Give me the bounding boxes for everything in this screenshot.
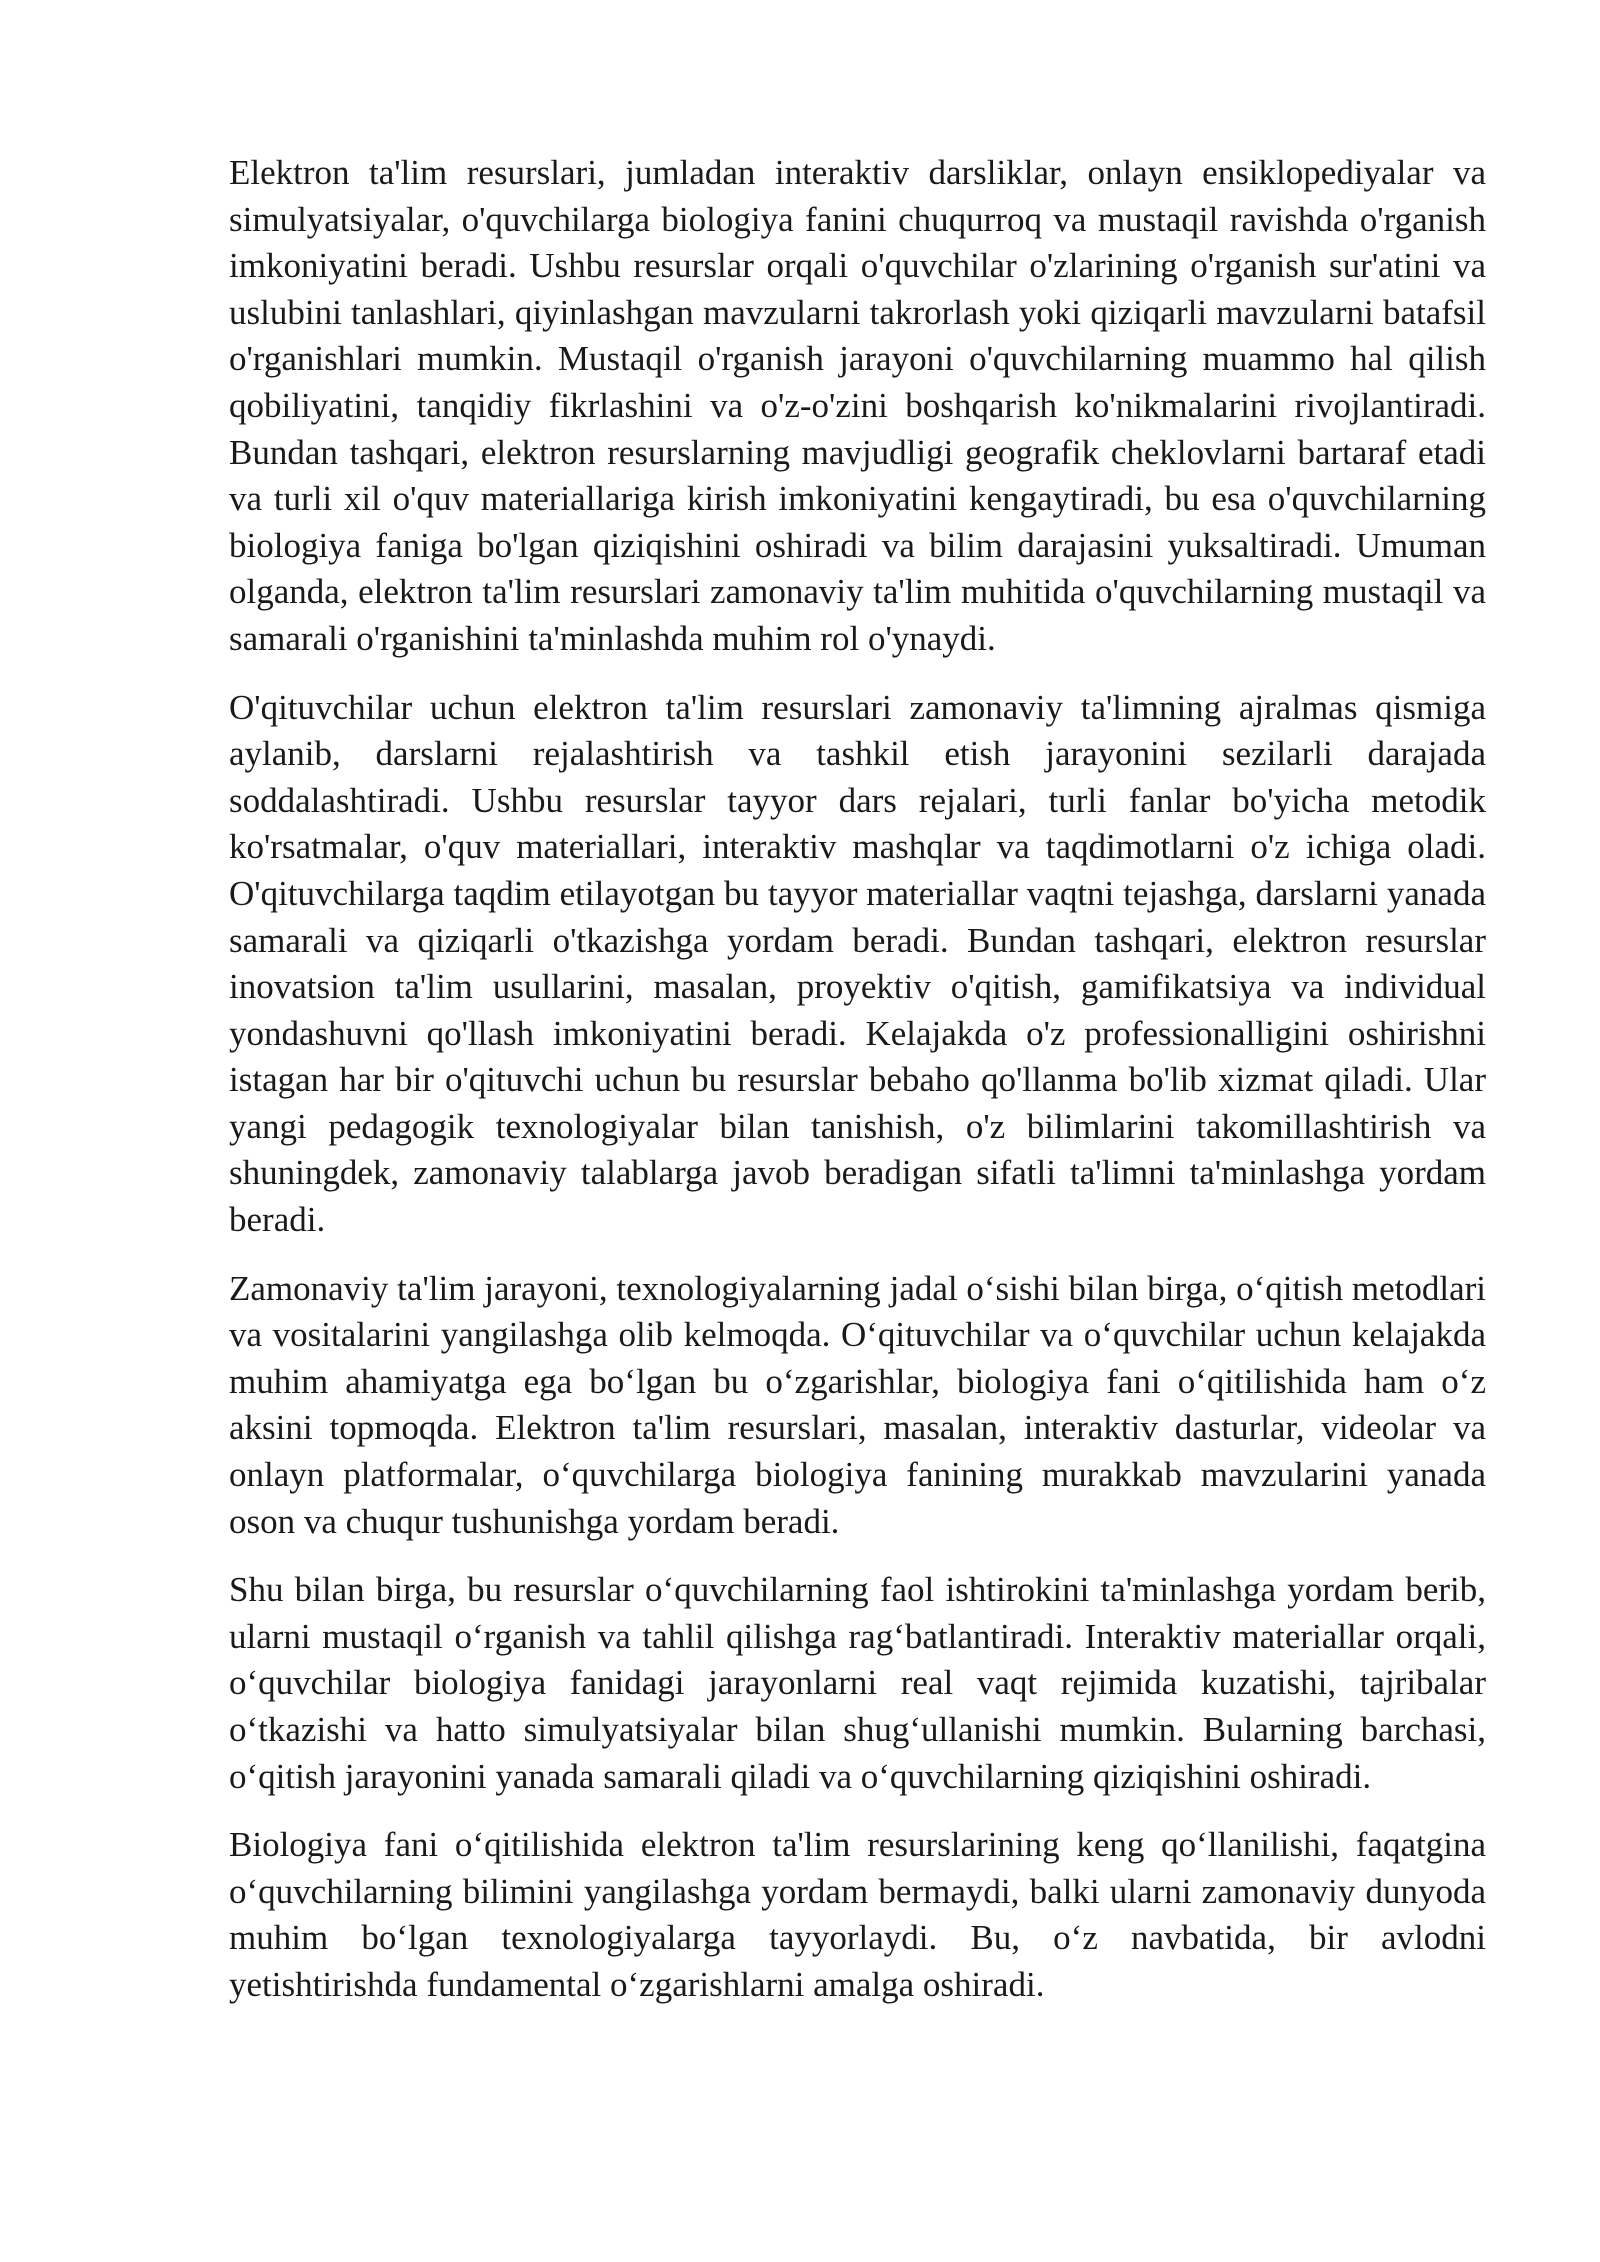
paragraph-1: Elektron ta'lim resurslari, jumladan interaktiv darsliklar, onlayn ensiklopediyalar va simulyatsiyalar, o'quvchilarga biologiya fanini chuqurroq va mustaqil ravishda o'rganish imkoniyatini beradi. Ushbu resurslar orqali o'quvchilar o'zlarining o'rganish sur'atini va uslubini tanlashlari, qiyinlashgan mavzularni takrorlash yoki qiziqarli mavzularni batafsil o'rganishlari mumkin. Mustaqil o'rganish jarayoni o'quvchilarning muammo hal qilish qobiliyatini, tanqidiy fikrlashini va o'z-o'zini boshqarish ko'nikmalarini rivojlantiradi. Bundan tashqari, elektron resurslarning mavjudligi geografik cheklovlarni bartaraf etadi va turli xil o'quv materiallariga kirish imkoniyatini kengaytiradi, bu esa o'quvchilarning biologiya faniga bo'lgan qiziqishini oshiradi va bilim darajasini yuksaltiradi. Umuman olganda, elektron ta'lim resurslari zamonaviy ta'lim muhitida o'quvchilarning mustaqil va samarali o'rganishini ta'minlashda muhim rol o'ynaydi.: [229, 153, 1486, 658]
paragraph-5: Biologiya fani oʻqitilishida elektron ta'lim resurslarining keng qoʻllanilishi, faqatgina oʻquvchilarning bilimini yangilashga yordam bermaydi, balki ularni zamonaviy dunyoda muhim boʻlgan texnologiyalarga tayyorlaydi. Bu, oʻz navbatida, bir avlodni yetishtirishda fundamental oʻzgarishlarni amalga oshiradi.: [229, 1825, 1486, 2004]
paragraph-3: Zamonaviy ta'lim jarayoni, texnologiyalarning jadal oʻsishi bilan birga, oʻqitish metodlari va vositalarini yangilashga olib kelmoqda. Oʻqituvchilar va oʻquvchilar uchun kelajakda muhim ahamiyatga ega boʻlgan bu oʻzgarishlar, biologiya fani oʻqitilishida ham oʻz aksini topmoqda. Elektron ta'lim resurslari, masalan, interaktiv dasturlar, videolar va onlayn platformalar, oʻquvchilarga biologiya fanining murakkab mavzularini yanada oson va chuqur tushunishga yordam beradi.: [229, 1268, 1486, 1541]
document-body: [229, 150, 1486, 2031]
paragraph-4: Shu bilan birga, bu resurslar oʻquvchilarning faol ishtirokini ta'minlashga yordam berib, ularni mustaqil oʻrganish va tahlil qilishga ragʻbatlantiradi. Interaktiv materiallar orqali, oʻquvchilar biologiya fanidagi jarayonlarni real vaqt rejimida kuzatishi, tajribalar oʻtkazishi va hatto simulyatsiyalar bilan shugʻullanishi mumkin. Bularning barchasi, oʻqitish jarayonini yanada samarali qiladi va oʻquvchilarning qiziqishini oshiradi.: [229, 1570, 1486, 1796]
paragraph-2: O'qituvchilar uchun elektron ta'lim resurslari zamonaviy ta'limning ajralmas qismiga aylanib, darslarni rejalashtirish va tashkil etish jarayonini sezilarli darajada soddalashtiradi. Ushbu resurslar tayyor dars rejalari, turli fanlar bo'yicha metodik ko'rsatmalar, o'quv materiallari, interaktiv mashqlar va taqdimotlarni o'z ichiga oladi. O'qituvchilarga taqdim etilayotgan bu tayyor materiallar vaqtni tejashga, darslarni yanada samarali va qiziqarli o'tkazishga yordam beradi. Bundan tashqari, elektron resurslar inovatsion ta'lim usullarini, masalan, proyektiv o'qitish, gamifikatsiya va individual yondashuvni qo'llash imkoniyatini beradi. Kelajakda o'z professionalligini oshirishni istagan har bir o'qituvchi uchun bu resurslar bebaho qo'llanma bo'lib xizmat qiladi. Ular yangi pedagogik texnologiyalar bilan tanishish, o'z bilimlarini takomillashtirish va shuningdek, zamonaviy talablarga javob beradigan sifatli ta'limni ta'minlashga yordam beradi.: [229, 687, 1486, 1240]
